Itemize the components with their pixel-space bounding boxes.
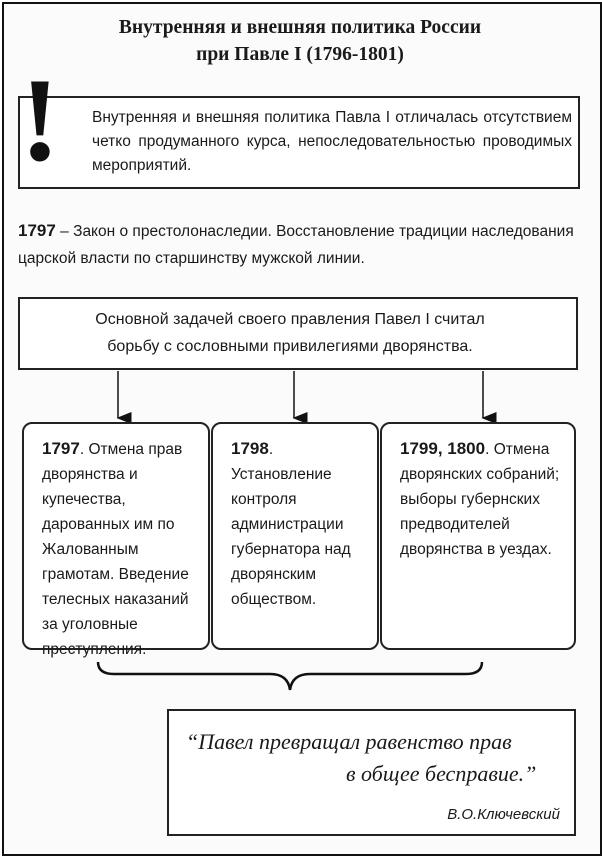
measure-text: . Отмена дворянских собраний; выборы губернских предводителей дворянства в уездах. (400, 441, 560, 558)
quote-author: В.О.Ключевский (447, 806, 560, 823)
law-year: 1797 (18, 221, 56, 240)
exclamation-icon: ! (20, 53, 60, 186)
measure-1797 (22, 422, 210, 658)
measure-1799-1800 (380, 422, 576, 650)
title-line-1: Внутренняя и внешняя политика России (118, 17, 482, 38)
measure-year: 1798 (231, 439, 269, 458)
quote-line-1: “Павел превращал равенство прав (186, 729, 512, 754)
law-text: Закон о престолонаследии. Восстановление традиции наследования царской власти по старшинству мужской линии. (18, 223, 574, 267)
title-line-2: при Павле I (1796-1801) (196, 44, 404, 65)
measure-year: 1797 (42, 439, 80, 458)
quote-text (186, 726, 566, 790)
measure-text: . Установление контроля администрации губернатора над дворянским обществом. (231, 441, 351, 608)
note-text: Внутренняя и внешняя политика Павла I отличалась отсутствием четко продуманного курса, непоследовательностью проводимых мероприятий. (92, 109, 572, 174)
quote-line-2: в общее бесправие.” (346, 761, 537, 786)
curly-brace-icon (98, 662, 482, 690)
measure-text: . Отмена прав дворянства и купечества, дарованных им по Жалованным грамотам. Введение телесных наказаний за уголовные преступления. (42, 441, 189, 658)
law-dash: – (60, 223, 69, 240)
main-task-text: Основной задачей своего правления Павел I считал борьбу с сословными привилегиями дворянства. (95, 311, 485, 355)
measure-year: 1799, 1800 (400, 439, 486, 458)
measure-1798 (211, 422, 379, 650)
